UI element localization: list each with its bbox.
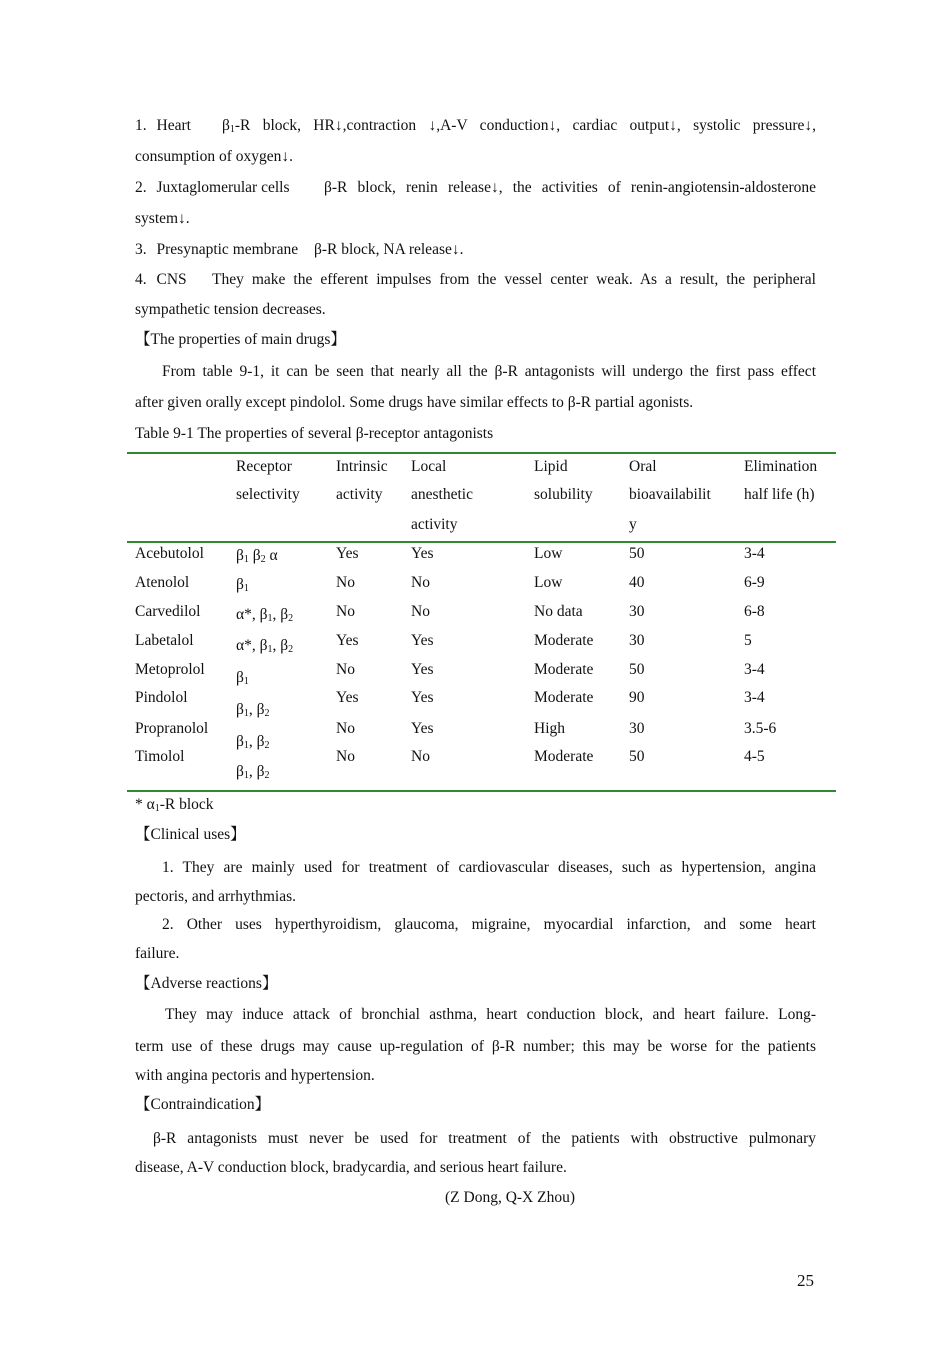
cell-selectivity: $\beta_1$	[236, 576, 249, 594]
table-top-rule	[127, 452, 836, 454]
cell-local: Yes	[411, 661, 434, 678]
cell-half-life: 6-8	[744, 603, 765, 620]
cell-selectivity: $\beta_1$ $\beta_2$ α	[236, 547, 278, 565]
cell-local: No	[411, 748, 430, 765]
cell-selectivity: α*, $\beta_1$, $\beta_2$	[236, 606, 294, 624]
cell-oral: 50	[629, 661, 645, 678]
item-number: 3.	[135, 241, 147, 258]
item-number: 4.	[135, 271, 147, 288]
authors: (Z Dong, Q-X Zhou)	[445, 1189, 576, 1206]
adverse-line2: term use of these drugs may cause up-regulation of β-R number; this may be worse for the patients	[135, 1038, 816, 1055]
table-header-rule	[127, 541, 836, 543]
cell-intrinsic: Yes	[336, 689, 359, 706]
cell-selectivity: α*, $\beta_1$, $\beta_2$	[236, 637, 294, 655]
cell-oral: 30	[629, 603, 645, 620]
cell-local: Yes	[411, 632, 434, 649]
properties-paragraph-line1: From table 9-1, it can be seen that nearly all the β-R antagonists will undergo the first pass effect	[162, 363, 816, 380]
cell-oral: 30	[629, 632, 645, 649]
item-label: CNS	[156, 271, 187, 288]
section-heading-contraindication: 【Contraindication】	[135, 1096, 271, 1113]
cell-half-life: 5	[744, 632, 752, 649]
table-bottom-rule	[127, 790, 836, 792]
cell-half-life: 4-5	[744, 748, 765, 765]
section-heading-properties: 【The properties of main drugs】	[135, 331, 346, 348]
cell-intrinsic: No	[336, 661, 355, 678]
cns-continuation: sympathetic tension decreases.	[135, 301, 326, 318]
cell-intrinsic: No	[336, 748, 355, 765]
cell-drug: Acebutolol	[135, 545, 204, 562]
header-receptor: Receptor selectivity	[236, 458, 300, 503]
clinical-use-2-line1: 2. Other uses hyperthyroidism, glaucoma, migraine, myocardial infarction, and some heart	[162, 916, 816, 933]
cell-intrinsic: No	[336, 720, 355, 737]
juxtaglomerular-text: β-R block, renin release↓, the activities of renin-angiotensin-aldosterone	[324, 179, 816, 196]
cell-local: No	[411, 603, 430, 620]
item-label: Juxtaglomerular cells	[156, 179, 290, 196]
heart-text: $\beta_1-R$ block, HR↓,contraction ↓,A-V conduction↓, cardiac output↓, systolic pressure↓,	[222, 117, 816, 135]
cell-drug: Labetalol	[135, 632, 194, 649]
cns-text: They make the efferent impulses from the vessel center weak. As a result, the peripheral	[212, 271, 816, 288]
cell-local: Yes	[411, 545, 434, 562]
cell-drug: Pindolol	[135, 689, 188, 706]
cell-lipid: Low	[534, 574, 563, 591]
item-cns	[135, 270, 187, 290]
item-juxtaglomerular	[135, 178, 290, 198]
cell-lipid: No data	[534, 603, 583, 620]
clinical-use-1-line1: 1. They are mainly used for treatment of cardiovascular diseases, such as hypertension, angina	[162, 859, 816, 876]
cell-oral: 40	[629, 574, 645, 591]
item-presynaptic	[135, 240, 463, 260]
cell-half-life: 3-4	[744, 689, 765, 706]
cell-oral: 50	[629, 748, 645, 765]
cell-intrinsic: No	[336, 603, 355, 620]
section-heading-clinical: 【Clinical uses】	[135, 826, 246, 843]
cell-local: Yes	[411, 720, 434, 737]
cell-oral: 90	[629, 689, 645, 706]
item-heart	[135, 116, 191, 136]
table-footnote: * $\alpha_1-R$ block	[135, 796, 214, 814]
contraindication-line2: disease, A-V conduction block, bradycardia, and serious heart failure.	[135, 1159, 567, 1176]
cell-selectivity: $\beta_1$, $\beta_2$	[236, 701, 270, 719]
adverse-line3: with angina pectoris and hypertension.	[135, 1067, 375, 1084]
header-lipid: Lipid solubility	[534, 458, 593, 503]
cell-selectivity: $\beta_1$	[236, 669, 249, 687]
cell-lipid: Moderate	[534, 661, 594, 678]
heart-continuation: consumption of oxygen↓.	[135, 148, 293, 165]
cell-selectivity: $\beta_1$, $\beta_2$	[236, 733, 270, 751]
cell-half-life: 3-4	[744, 545, 765, 562]
item-number: 1.	[135, 117, 147, 134]
item-number: 2.	[135, 179, 147, 196]
header-intrinsic: Intrinsic activity	[336, 458, 388, 503]
header-elimination: Elimination half life (h)	[744, 458, 818, 503]
item-label: Presynaptic membrane	[156, 241, 299, 258]
presynaptic-text: β-R block, NA release↓.	[313, 241, 464, 258]
cell-lipid: High	[534, 720, 565, 737]
cell-lipid: Low	[534, 545, 563, 562]
cell-lipid: Moderate	[534, 748, 594, 765]
contraindication-line1: β-R antagonists must never be used for treatment of the patients with obstructive pulmonary	[153, 1130, 816, 1147]
adverse-line1: They may induce attack of bronchial asthma, heart conduction block, and heart failure. Long-	[165, 1006, 816, 1023]
cell-selectivity: $\beta_1$, $\beta_2$	[236, 763, 270, 781]
header-oral: Oral bioavailabilit y	[629, 458, 711, 533]
cell-oral: 50	[629, 545, 645, 562]
cell-intrinsic: Yes	[336, 632, 359, 649]
cell-half-life: 3.5-6	[744, 720, 777, 737]
cell-intrinsic: No	[336, 574, 355, 591]
table-caption: Table 9-1 The properties of several β-receptor antagonists	[135, 425, 494, 442]
properties-paragraph-line2: after given orally except pindolol. Some drugs have similar effects to β-R partial agonists.	[135, 394, 694, 411]
clinical-use-2-line2: failure.	[135, 945, 180, 962]
clinical-use-1-line2: pectoris, and arrhythmias.	[135, 888, 296, 905]
cell-local: No	[411, 574, 430, 591]
cell-oral: 30	[629, 720, 645, 737]
cell-lipid: Moderate	[534, 632, 594, 649]
juxtaglomerular-continuation: system↓.	[135, 210, 190, 227]
item-label: Heart	[156, 117, 191, 134]
cell-intrinsic: Yes	[336, 545, 359, 562]
page-number: 25	[797, 1271, 814, 1290]
cell-half-life: 6-9	[744, 574, 765, 591]
cell-local: Yes	[411, 689, 434, 706]
cell-drug: Timolol	[135, 748, 185, 765]
cell-drug: Atenolol	[135, 574, 190, 591]
cell-drug: Metoprolol	[135, 661, 205, 678]
cell-drug: Carvedilol	[135, 603, 201, 620]
section-heading-adverse: 【Adverse reactions】	[135, 975, 278, 992]
header-local: Local anesthetic activity	[411, 458, 473, 533]
cell-drug: Propranolol	[135, 720, 209, 737]
cell-lipid: Moderate	[534, 689, 594, 706]
cell-half-life: 3-4	[744, 661, 765, 678]
